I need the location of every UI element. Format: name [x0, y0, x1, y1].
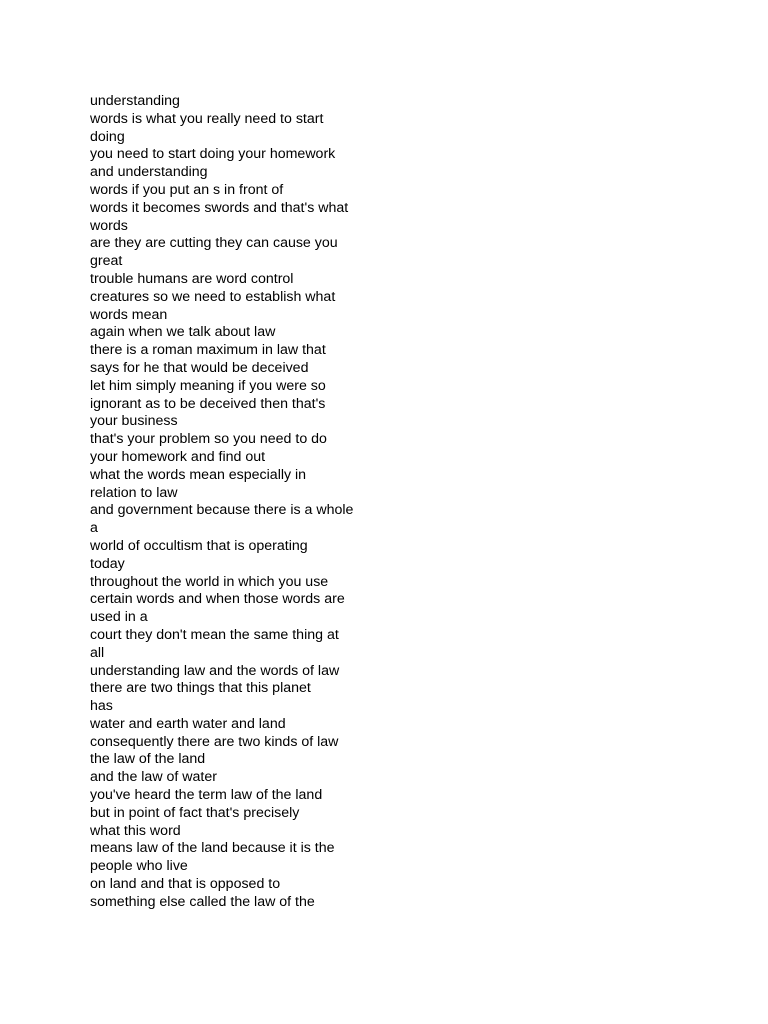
text-line: understanding law and the words of law — [90, 662, 340, 679]
text-line: world of occultism that is operating — [90, 537, 308, 554]
text-line: throughout the world in which you use — [90, 573, 329, 590]
text-line: words is what you really need to start — [90, 110, 324, 127]
text-line: but in point of fact that's precisely — [90, 804, 300, 821]
text-line: all — [90, 644, 105, 661]
text-line: water and earth water and land — [90, 715, 286, 732]
text-line: again when we talk about law — [90, 324, 276, 341]
text-line: there are two things that this planet — [90, 680, 311, 697]
text-line: words mean — [90, 306, 168, 323]
text-line: ignorant as to be deceived then that's — [90, 395, 326, 412]
text-line: a — [90, 520, 98, 537]
text-line: you've heard the term law of the land — [90, 787, 323, 804]
text-line: words if you put an s in front of — [90, 181, 284, 198]
text-line: today — [90, 555, 125, 572]
text-line: great — [90, 253, 123, 270]
text-line: there is a roman maximum in law that — [90, 342, 326, 359]
text-line: means law of the land because it is the — [90, 840, 335, 857]
text-line: words — [90, 217, 128, 234]
text-line: certain words and when those words are — [90, 591, 345, 608]
text-line: on land and that is opposed to — [90, 876, 281, 893]
text-line: and government because there is a whole — [90, 502, 354, 519]
text-line: used in a — [90, 609, 148, 626]
text-line: what the words mean especially in — [90, 466, 307, 483]
transcript-text — [90, 93, 390, 912]
text-line: the law of the land — [90, 751, 206, 768]
text-line: relation to law — [90, 484, 178, 501]
text-line: creatures so we need to establish what — [90, 288, 336, 305]
text-line: trouble humans are word control — [90, 270, 294, 287]
text-line: and understanding — [90, 164, 208, 181]
text-line: people who live — [90, 858, 188, 875]
text-line: court they don't mean the same thing at — [90, 626, 339, 643]
text-line: understanding — [90, 93, 180, 109]
text-line: says for he that would be deceived — [90, 359, 309, 376]
text-line: and the law of water — [90, 769, 217, 786]
text-line: your business — [90, 413, 178, 430]
text-line: something else called the law of the — [90, 893, 315, 910]
text-line: consequently there are two kinds of law — [90, 733, 339, 750]
text-line: you need to start doing your homework — [90, 146, 336, 163]
text-line: words it becomes swords and that's what — [90, 199, 349, 216]
text-line: are they are cutting they can cause you — [90, 235, 338, 252]
text-line: that's your problem so you need to do — [90, 431, 327, 448]
text-line: your homework and find out — [90, 448, 266, 465]
text-line: doing — [90, 128, 125, 145]
text-line: what this word — [90, 822, 181, 839]
text-line: has — [90, 698, 113, 715]
text-line: let him simply meaning if you were so — [90, 377, 326, 394]
